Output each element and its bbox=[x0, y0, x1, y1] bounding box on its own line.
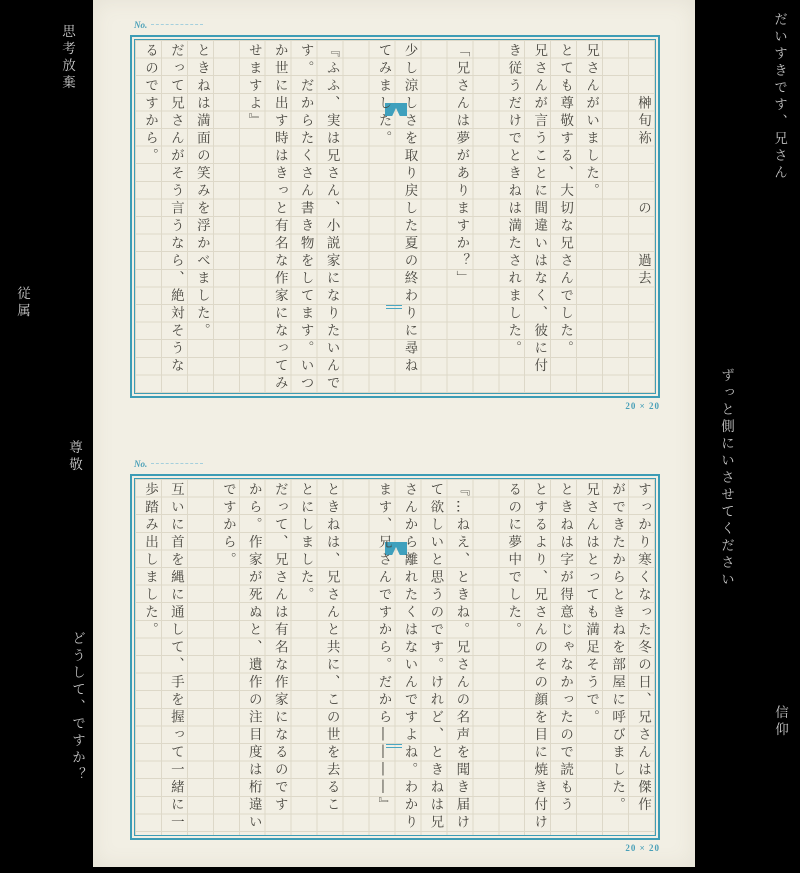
manuscript-column: さんから離れたくはないんですよね。わかり bbox=[401, 482, 418, 832]
margin-note-subordination: 従属 bbox=[14, 286, 30, 320]
manuscript-column: す。だからたくさん書き物をしてます。いつ bbox=[297, 43, 314, 393]
manuscript-column bbox=[421, 43, 447, 393]
manuscript-column: るのですから。 bbox=[141, 43, 158, 166]
page-no-label bbox=[134, 459, 203, 469]
manuscript-column: てみました。 bbox=[375, 43, 392, 148]
manuscript-page-1 bbox=[130, 20, 660, 411]
manuscript-column: 「兄さんは夢がありますか？」 bbox=[453, 43, 470, 288]
manuscript-column bbox=[344, 43, 370, 393]
manuscript-column: 兄さんがいました。 bbox=[583, 43, 600, 201]
grid-size-label: 20 × 20 bbox=[625, 843, 660, 853]
manuscript-column: ができたからときねを部屋に呼びました。 bbox=[609, 482, 626, 815]
manuscript-column: き従うだけでときねは満たされました。 bbox=[505, 43, 522, 358]
page-title-column: 榊旬袮 の 過去 bbox=[635, 43, 651, 288]
margin-note-abandoned-thinking: 思考放棄 bbox=[59, 24, 75, 92]
no-underline bbox=[151, 463, 203, 464]
manuscript-column bbox=[603, 43, 629, 393]
manuscript-column: とするより、兄さんのその顔を目に焼き付け bbox=[531, 482, 548, 832]
manuscript-column: て欲しいと思うのです。けれど、ときねは兄 bbox=[427, 482, 444, 832]
manuscript-column: 兄さんはとっても満足そうで。 bbox=[583, 482, 600, 727]
manuscript-column bbox=[473, 482, 499, 835]
manuscript-column bbox=[188, 482, 214, 835]
manuscript-column: 『ふふ、実は兄さん、小説家になりたいんで bbox=[323, 43, 340, 393]
manuscript-column: るのに夢中でした。 bbox=[505, 482, 522, 640]
manuscript-column: ます、兄さんですから。だから――――』 bbox=[375, 482, 392, 815]
manuscript-page-2 bbox=[130, 459, 660, 853]
manuscript-column: だって兄さんがそう言うなら、絶対そうな bbox=[167, 43, 184, 376]
manuscript-column: とにしました。 bbox=[297, 482, 314, 605]
manuscript-column bbox=[214, 43, 240, 393]
no-text: No. bbox=[134, 20, 148, 30]
manuscript-column: ときねは満面の笑みを浮かべました。 bbox=[193, 43, 210, 341]
grid-size-label: 20 × 20 bbox=[625, 401, 660, 411]
manuscript-column: せますよ』 bbox=[245, 43, 262, 131]
manuscript-column: 少し涼しさを取り戻した夏の終わりに尋ね bbox=[401, 43, 418, 376]
margin-note-respect: 尊敬 bbox=[66, 440, 82, 474]
no-text: No. bbox=[134, 459, 148, 469]
manuscript-column: 互いに首を縄に通して、手を握って一緒に一 bbox=[167, 482, 184, 832]
manuscript-column: ですから。 bbox=[219, 482, 236, 570]
manuscript-column: か世に出す時はきっと有名な作家になってみ bbox=[271, 43, 288, 393]
manuscript-column: から。作家が死ぬと、遺作の注目度は桁違い bbox=[245, 482, 262, 832]
manuscript-column bbox=[473, 43, 499, 393]
manuscript-column: だって、兄さんは有名な作家になるのです bbox=[271, 482, 288, 815]
manuscript-column: ときねは字が得意じゃなかったので読もう bbox=[557, 482, 574, 815]
manuscript-paper bbox=[93, 0, 695, 867]
no-underline bbox=[151, 24, 203, 25]
manuscript-column: すっかり寒くなった冬の日、兄さんは傑作 bbox=[635, 482, 651, 815]
page-no-label bbox=[134, 20, 203, 30]
manuscript-column: 兄さんが言うことに間違いはなく、彼に付 bbox=[531, 43, 548, 376]
margin-note-why: どうして、ですか？ bbox=[69, 631, 85, 784]
manuscript-grid-1 bbox=[134, 39, 656, 394]
manuscript-column: とても尊敬する、大切な兄さんでした。 bbox=[557, 43, 574, 358]
margin-note-affection: だいすきです、兄さん bbox=[771, 12, 787, 182]
margin-note-stay-beside: ずっと側にいさせてください bbox=[718, 368, 734, 589]
manuscript-column: ときねは、兄さんと共に、この世を去るこ bbox=[323, 482, 340, 815]
margin-note-faith: 信仰 bbox=[772, 705, 788, 739]
manuscript-column: 『…ねえ、ときね。兄さんの名声を聞き届け bbox=[453, 482, 470, 832]
manuscript-column bbox=[344, 482, 370, 835]
manuscript-column: 歩踏み出しました。 bbox=[141, 482, 158, 640]
manuscript-grid-2 bbox=[134, 478, 656, 836]
